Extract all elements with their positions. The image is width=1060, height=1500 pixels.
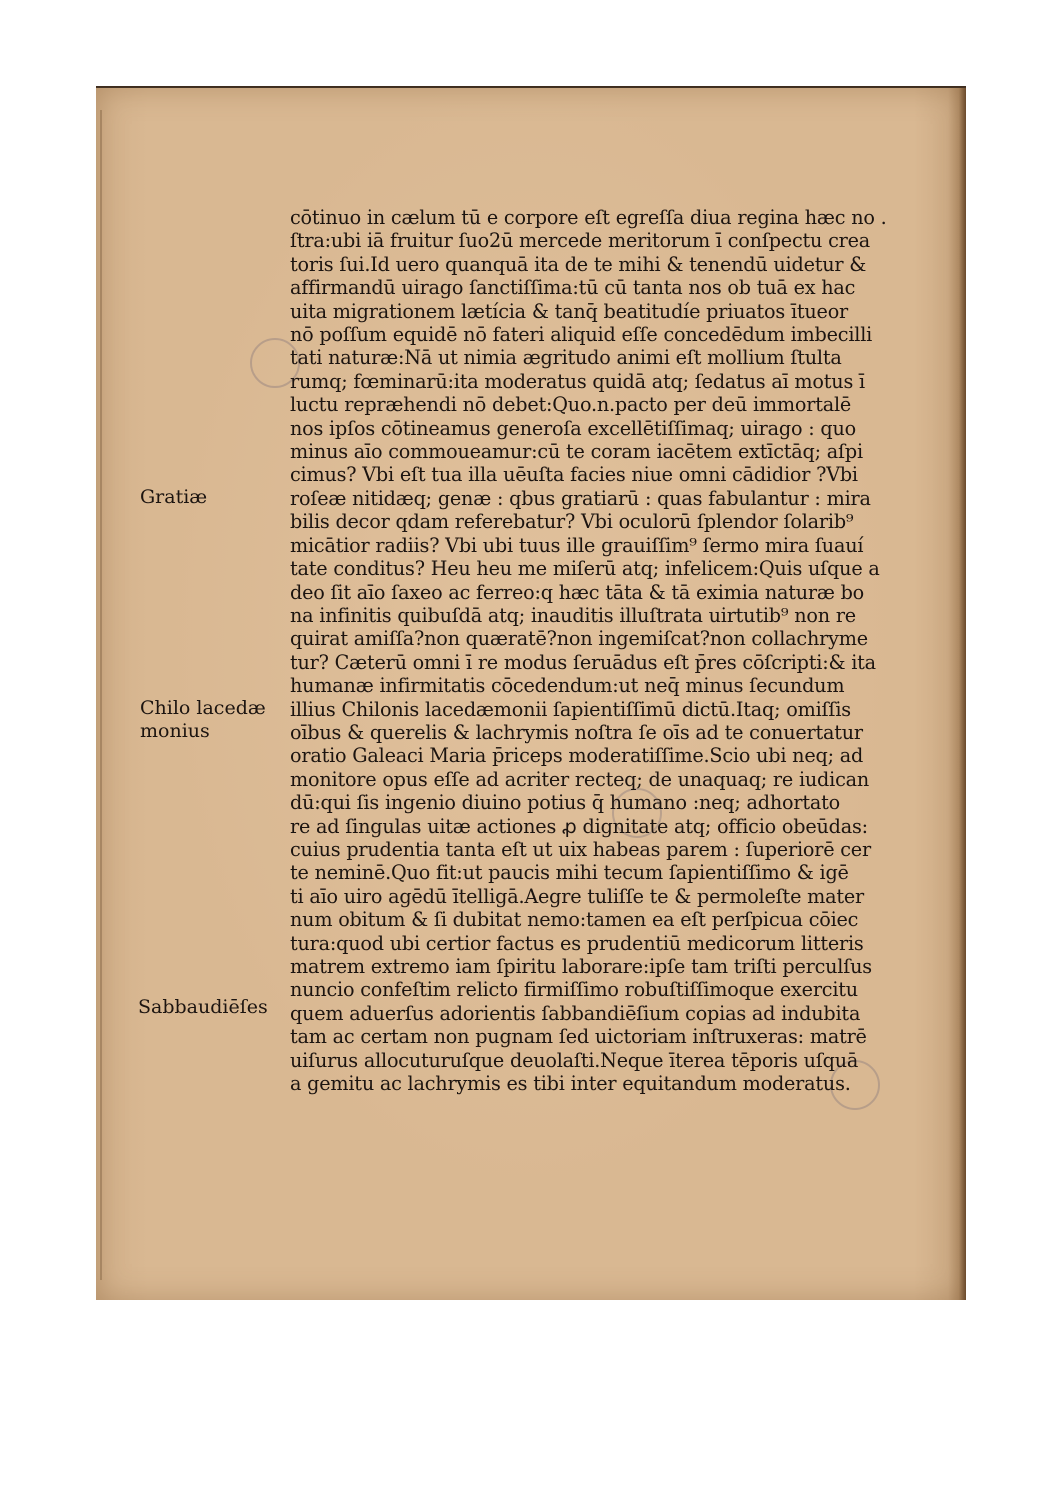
body-text-line: tura:quod ubi certior factus es prudentiū medicorum litteris xyxy=(290,931,864,955)
body-text-line: roſeæ nitidæq; genæ : qbus gratiarū : quas fabulantur : mira xyxy=(290,486,871,510)
body-text-line: tam ac certam non pugnam ſed uictoriam inſtruxeras: matrē xyxy=(290,1025,867,1049)
body-text-line: matrem extremo iam ſpiritu laborare:ipſe tam triſti perculſus xyxy=(290,955,872,978)
body-text-line: nō poſſum equidē nō fateri aliquid eſſe concedēdum imbecilli xyxy=(290,323,873,347)
body-text-line: uita migrationem lætícia & tanq̄ beatitudíe priuatos ītueor xyxy=(290,299,849,323)
body-text-line: luctu repræhendi nō debet:Quo.n.pacto per deū immortalē xyxy=(290,393,852,417)
body-text-line: tur? Cæterū omni ī re modus ſeruādus eſt p̄res cōſcripti:& ita xyxy=(290,650,876,674)
body-text-block xyxy=(290,206,890,1095)
body-text-line: re ad ſingulas uitæ actiones ꝓ dignitate atq; officio obeūdas: xyxy=(290,814,868,838)
body-text-line: oībus & querelis & lachrymis noſtra ſe oīs ad te conuertatur xyxy=(290,720,863,744)
body-text-line: quirat amiſſa?non quæratē?non ingemiſcat?non collachryme xyxy=(290,627,868,651)
marginal-note-chilo-line1: Chilo lacedæ xyxy=(140,697,266,719)
body-text-line: uiſurus allocuturuſque deuolaſti.Neque īterea tēporis uſquā xyxy=(290,1048,859,1072)
marginal-note-chilo-line2: monius xyxy=(140,720,210,742)
body-text-line: tati naturæ:Nā ut nimia ægritudo animi eſt mollium ſtulta xyxy=(290,346,842,370)
body-text-line: a gemitu ac lachrymis es tibi inter equitandum moderatus. xyxy=(290,1072,851,1096)
body-text-line: bilis decor qdam referebatur? Vbi oculorū ſplendor ſolarib⁹ xyxy=(290,510,854,534)
body-text-line: micātior radiis? Vbi ubi tuus ille grauiſſim⁹ ſermo mira ſuauí xyxy=(290,533,864,557)
body-text-line: affirmandū uirago ſanctiſſima:tū cū tanta nos ob tuā ex hac xyxy=(290,276,856,300)
body-text-line: tate conditus? Heu heu me miſerū atq; infelicem:Quis uſque a xyxy=(290,557,880,581)
body-text-line: quem aduerſus adorientis ſabbandiēſium copias ad indubita xyxy=(290,1001,861,1025)
body-text-line: toris ſui.Id uero quanquā ita de te mihi & tenendū uidetur & xyxy=(290,252,867,276)
body-text-line: na infinitis quibuſdā atq; inauditis illuſtrata uirtutib⁹ non re xyxy=(290,603,856,627)
page-gutter-shadow xyxy=(948,88,966,1300)
body-text-line: rumq; fœminarū:ita moderatus quidā atq; ſedatus aī motus ī xyxy=(290,369,865,393)
page-left-rule xyxy=(100,110,102,1280)
body-text-line: illius Chilonis lacedæmonii ſapientiſſimū dictū.Itaq; omiſſis xyxy=(290,697,851,721)
body-text-line: cuius prudentia tanta eſt ut uix habeas parem : ſuperiorē cer xyxy=(290,837,871,861)
body-text-line: ti aīo uiro agēdū ītelligā.Aegre tuliſſe te & permoleſte mater xyxy=(290,884,864,908)
body-text-line: oratio Galeaci Maria p̄riceps moderatiſſime.Scio ubi neq; ad xyxy=(290,744,864,768)
body-text-line: te neminē.Quo fit:ut paucis mihi tecum ſapientiſſimo & igē xyxy=(290,861,849,885)
body-text-line: num obitum & ſi dubitat nemo:tamen ea eſt perſpicua cōiec xyxy=(290,908,859,932)
body-text-line: humanæ infirmitatis cōcedendum:ut neq̄ minus ſecundum xyxy=(290,674,845,698)
marginal-note-gratiae: Gratiæ xyxy=(140,486,208,508)
body-text-line: ſtra:ubi iā fruitur ſuo2ū mercede meritorum ī conſpectu crea xyxy=(290,229,870,253)
body-text-line: cōtinuo in cælum tū e corpore eſt egreſſa diua regina hæc no . xyxy=(290,206,887,229)
body-text-line: deo ſit aīo ſaxeo ac ferreo:q hæc tāta & tā eximia naturæ bo xyxy=(290,580,865,604)
body-text-line: cimus? Vbi eſt tua illa uēuſta facies niue omni cādidior ?Vbi xyxy=(290,463,858,487)
body-text-line: nos ipſos cōtineamus generoſa excellētiſſimaq; uirago : quo xyxy=(290,416,856,440)
body-text-line: nuncio confeſtim relicto firmiſſimo robuſtiſſimoque exercitu xyxy=(290,978,858,1002)
body-text-line: minus aīo commoueamur:cū te coram iacētem extīctāq; aſpi xyxy=(290,440,863,464)
marginal-note-sabbaudienses: Sabbaudiēſes xyxy=(138,996,268,1018)
body-text-line: monitore opus eſſe ad acriter recteq; de unaquaq; re iudican xyxy=(290,767,870,791)
body-text-line: dū:qui ſis ingenio diuino potius q̄ humano :neq; adhortato xyxy=(290,791,840,815)
